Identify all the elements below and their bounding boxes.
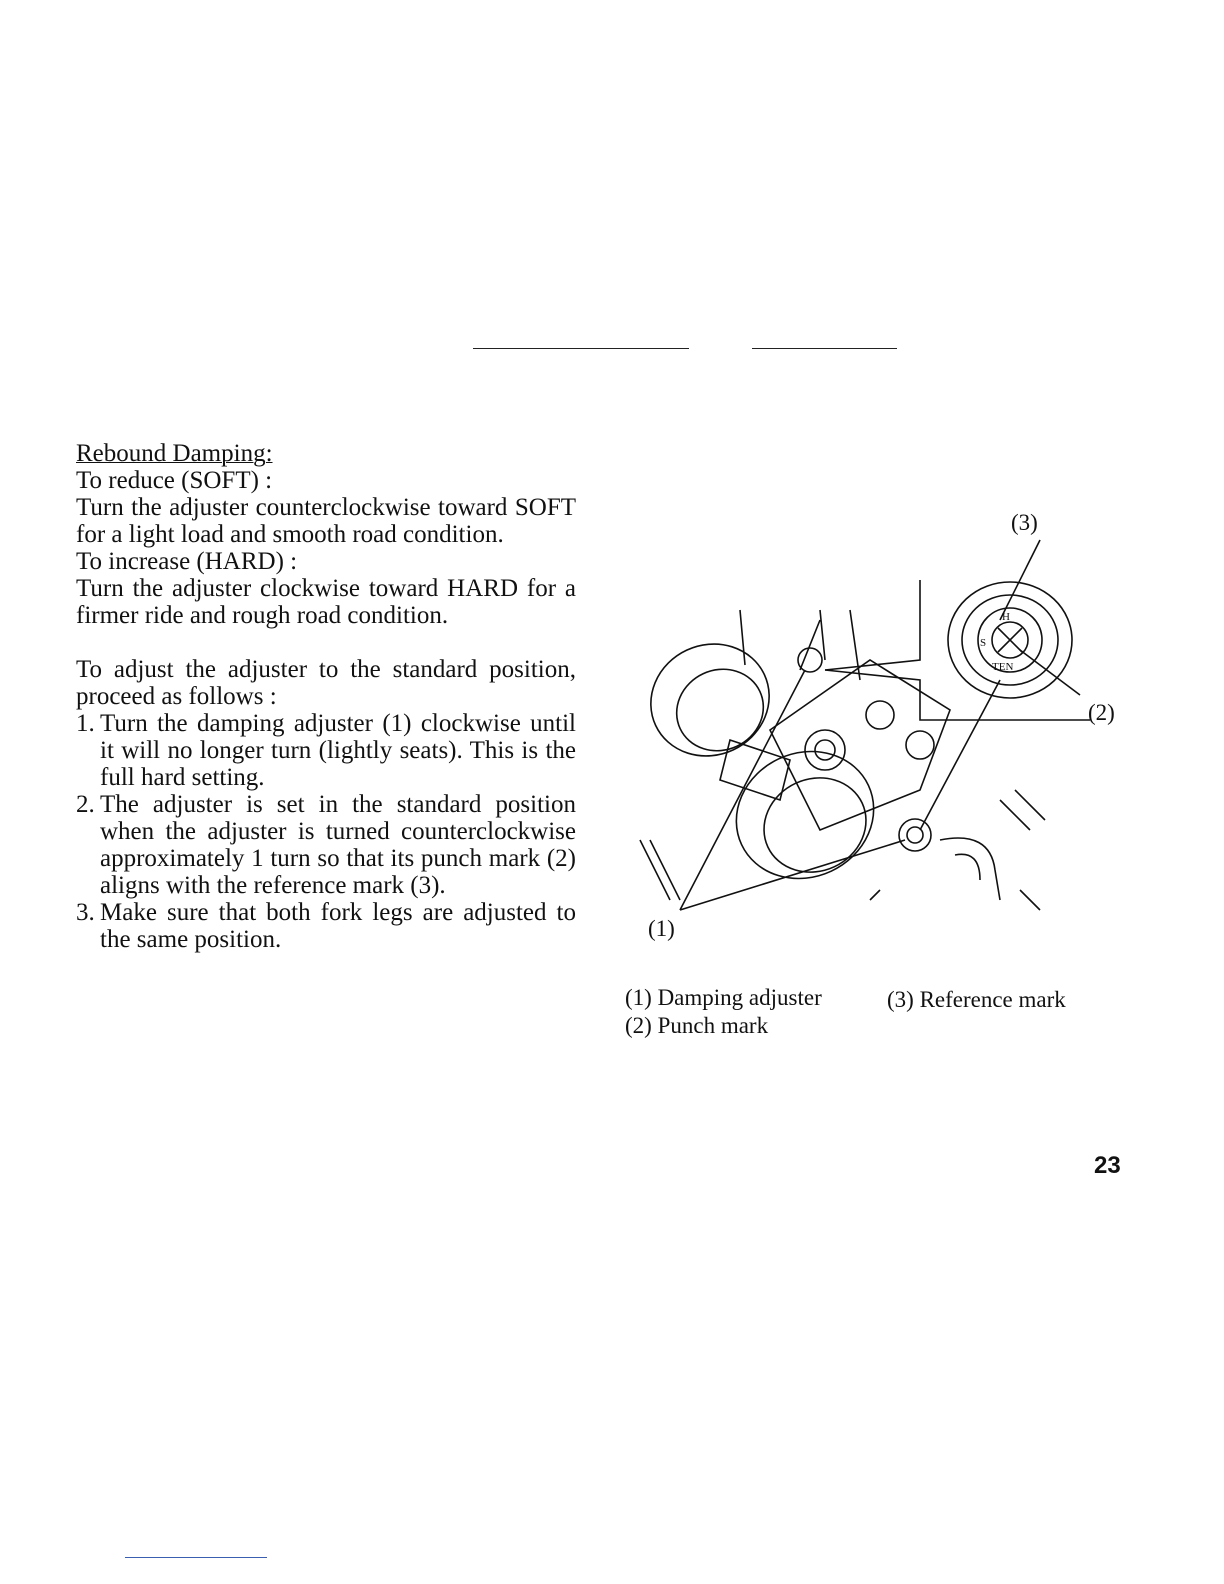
inset-letter-h: H [1002, 611, 1010, 623]
instructions-column [76, 440, 576, 953]
upper-adjuster-knob [798, 648, 822, 672]
standard-intro: To adjust the adjuster to the standard position, proceed as follows : [76, 656, 576, 710]
bottom-rule [125, 1557, 267, 1558]
reduce-text: Turn the adjuster counterclockwise toward SOFT for a light load and smooth road condition. [76, 494, 576, 548]
caption-damping-adjuster: (1) Damping adjuster [625, 985, 822, 1010]
page-number: 23 [1094, 1152, 1121, 1179]
callout-3: (3) [1011, 510, 1038, 535]
caption-reference-mark: (3) Reference mark [887, 987, 1066, 1012]
increase-text: Turn the adjuster clockwise toward HARD for a firmer ride and rough road condition. [76, 575, 576, 629]
leader-line-3 [1000, 540, 1040, 620]
step-2: 2. The adjuster is set in the standard position when the adjuster is turned counterclockwise approximately 1 turn so that its punch mark (2) aligns with the reference mark (3). [76, 791, 576, 899]
steps-list [76, 710, 576, 953]
callout-2: (2) [1088, 700, 1115, 725]
callout-1: (1) [648, 916, 675, 941]
caption-punch-mark: (2) Punch mark [625, 1013, 769, 1038]
top-rule-left [473, 348, 689, 349]
top-rule-right [752, 348, 897, 349]
leader-line-2 [1020, 650, 1080, 695]
reduce-label: To reduce (SOFT) : [76, 467, 273, 494]
increase-label: To increase (HARD) : [76, 548, 298, 575]
fork-adjuster-illustration [620, 500, 1140, 960]
inset-letter-ten: TEN [992, 661, 1014, 673]
leader-line-1a [680, 670, 805, 910]
step-1: 1. Turn the damping adjuster (1) clockwise until it will no longer turn (lightly seats). This is the full hard setting. [76, 710, 576, 791]
leader-line-2b [920, 680, 1000, 830]
inset-letter-s: S [980, 637, 987, 649]
step-3: 3. Make sure that both fork legs are adjusted to the same position. [76, 899, 576, 953]
section-heading: Rebound Damping: [76, 440, 273, 467]
lower-adjuster-knob [899, 819, 931, 851]
illustration-drawing [620, 500, 1140, 960]
